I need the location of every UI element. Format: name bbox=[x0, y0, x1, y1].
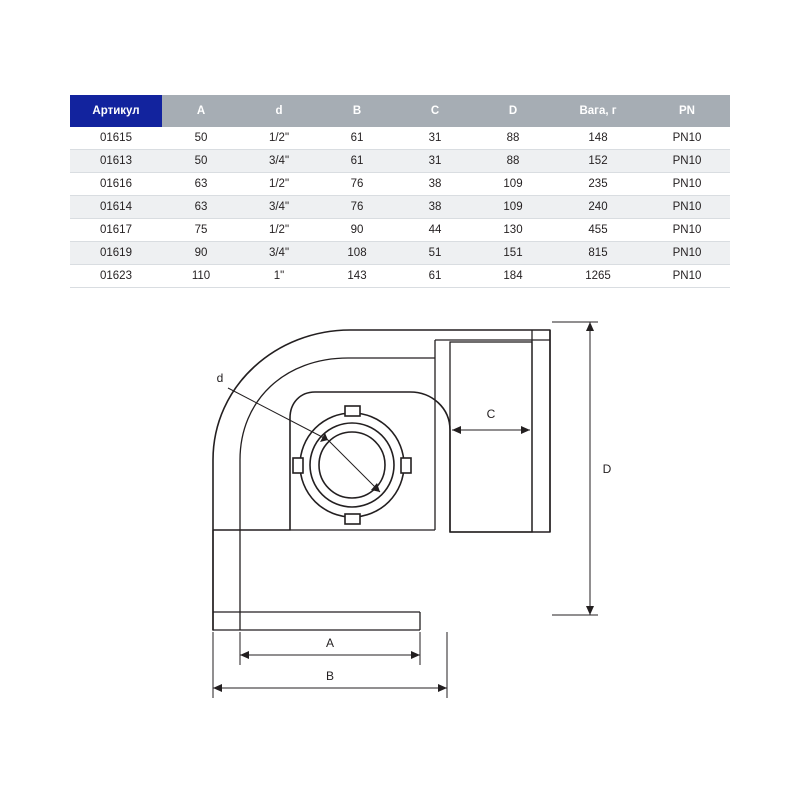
cell-weight: 148 bbox=[552, 127, 644, 150]
cell-d-dim: 88 bbox=[474, 150, 552, 173]
column-header-a: A bbox=[162, 95, 240, 127]
dimension-label-b: B bbox=[325, 669, 335, 683]
spec-table-container bbox=[70, 95, 730, 288]
cell-c: 61 bbox=[396, 265, 474, 288]
dimension-label-a: A bbox=[325, 636, 335, 650]
table-row bbox=[70, 150, 730, 173]
cell-weight: 235 bbox=[552, 173, 644, 196]
cell-a: 50 bbox=[162, 127, 240, 150]
cell-b: 61 bbox=[318, 150, 396, 173]
column-header-b: B bbox=[318, 95, 396, 127]
cell-d: 3/4" bbox=[240, 196, 318, 219]
cell-c: 31 bbox=[396, 127, 474, 150]
cell-c: 31 bbox=[396, 150, 474, 173]
cell-a: 63 bbox=[162, 173, 240, 196]
column-header-pn: PN bbox=[644, 95, 730, 127]
table-header-row bbox=[70, 95, 730, 127]
cell-d-dim: 88 bbox=[474, 127, 552, 150]
table-row bbox=[70, 265, 730, 288]
cell-b: 108 bbox=[318, 242, 396, 265]
dimension-label-d: d bbox=[216, 371, 224, 385]
cell-d: 1/2" bbox=[240, 127, 318, 150]
cell-weight: 1265 bbox=[552, 265, 644, 288]
dimension-label-c: C bbox=[486, 407, 496, 421]
specification-table bbox=[70, 95, 730, 288]
cell-c: 38 bbox=[396, 173, 474, 196]
cell-a: 50 bbox=[162, 150, 240, 173]
threaded-outlet-icon bbox=[293, 406, 411, 524]
cell-d-dim: 109 bbox=[474, 173, 552, 196]
cell-b: 90 bbox=[318, 219, 396, 242]
cell-b: 76 bbox=[318, 196, 396, 219]
cell-b: 61 bbox=[318, 127, 396, 150]
cell-article: 01613 bbox=[70, 150, 162, 173]
table-header bbox=[70, 95, 730, 127]
cell-d: 1/2" bbox=[240, 173, 318, 196]
cell-weight: 240 bbox=[552, 196, 644, 219]
cell-pn: PN10 bbox=[644, 265, 730, 288]
cell-weight: 815 bbox=[552, 242, 644, 265]
table-row bbox=[70, 219, 730, 242]
cell-pn: PN10 bbox=[644, 150, 730, 173]
cell-pn: PN10 bbox=[644, 173, 730, 196]
cell-d: 1" bbox=[240, 265, 318, 288]
cell-article: 01619 bbox=[70, 242, 162, 265]
cell-d: 3/4" bbox=[240, 150, 318, 173]
column-header-weight: Вага, г bbox=[552, 95, 644, 127]
column-header-article: Артикул bbox=[70, 95, 162, 127]
cell-a: 75 bbox=[162, 219, 240, 242]
cell-pn: PN10 bbox=[644, 196, 730, 219]
cell-article: 01615 bbox=[70, 127, 162, 150]
cell-article: 01617 bbox=[70, 219, 162, 242]
cell-a: 63 bbox=[162, 196, 240, 219]
cell-pn: PN10 bbox=[644, 242, 730, 265]
column-header-d-dim: D bbox=[474, 95, 552, 127]
cell-c: 44 bbox=[396, 219, 474, 242]
table-row bbox=[70, 196, 730, 219]
table-row bbox=[70, 242, 730, 265]
column-header-d: d bbox=[240, 95, 318, 127]
cell-d-dim: 109 bbox=[474, 196, 552, 219]
table-row bbox=[70, 127, 730, 150]
cell-weight: 152 bbox=[552, 150, 644, 173]
cell-article: 01623 bbox=[70, 265, 162, 288]
cell-weight: 455 bbox=[552, 219, 644, 242]
dimension-d-vertical bbox=[552, 322, 598, 615]
table-body bbox=[70, 127, 730, 288]
cell-pn: PN10 bbox=[644, 219, 730, 242]
cell-d-dim: 130 bbox=[474, 219, 552, 242]
cell-d: 1/2" bbox=[240, 219, 318, 242]
cell-b: 143 bbox=[318, 265, 396, 288]
cell-c: 51 bbox=[396, 242, 474, 265]
cell-pn: PN10 bbox=[644, 127, 730, 150]
cell-b: 76 bbox=[318, 173, 396, 196]
cell-a: 90 bbox=[162, 242, 240, 265]
cell-article: 01614 bbox=[70, 196, 162, 219]
cell-d: 3/4" bbox=[240, 242, 318, 265]
cell-d-dim: 184 bbox=[474, 265, 552, 288]
dimension-label-d-vertical: D bbox=[602, 462, 612, 476]
technical-drawing bbox=[180, 300, 640, 730]
cell-c: 38 bbox=[396, 196, 474, 219]
cell-article: 01616 bbox=[70, 173, 162, 196]
column-header-c: C bbox=[396, 95, 474, 127]
cell-d-dim: 151 bbox=[474, 242, 552, 265]
cell-a: 110 bbox=[162, 265, 240, 288]
table-row bbox=[70, 173, 730, 196]
